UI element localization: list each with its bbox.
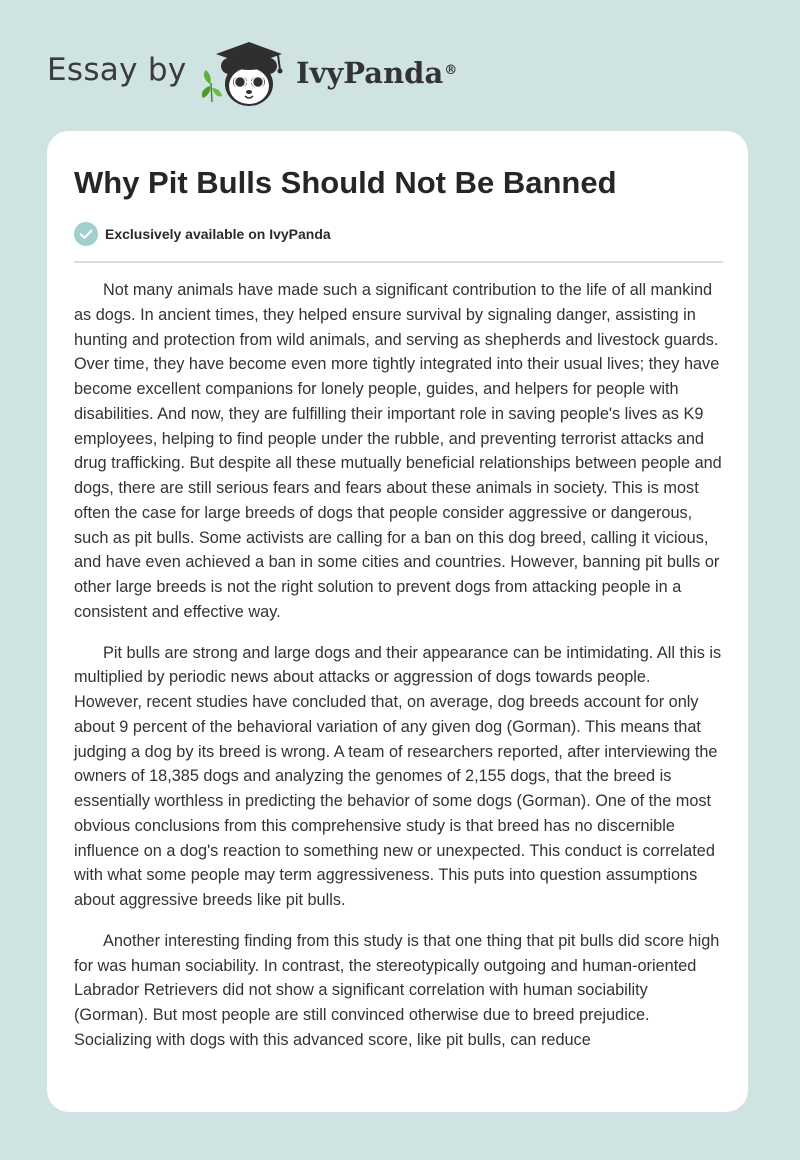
essay-by-label: Essay by: [47, 52, 187, 88]
trademark-symbol: ®: [444, 63, 458, 78]
essay-card: [47, 131, 748, 1112]
essay-title: Why Pit Bulls Should Not Be Banned: [74, 165, 617, 200]
paragraph: Another interesting finding from this study is that one thing that pit bulls did score high for was human sociability. In contrast, the stereotypically outgoing and human-oriented Labrador Retrievers did not show a significant correlation with human sociability (Gorman). But most people are still convinced otherwise due to breed prejudice. Socializing with dogs with this advanced score, like pit bulls, can reduce: [74, 931, 720, 1049]
paragraph: Pit bulls are strong and large dogs and their appearance can be intimidating. All this is multiplied by periodic news about attacks or aggression of dogs towards people. However, recent studies have concluded that, on average, dog breeds account for only about 9 percent of the behavioral variation of any given dog (Gorman). This means that judging a dog by its breed is wrong. A team of researchers reported, after interviewing the owners of 18,385 dogs and analyzing the genomes of 2,155 dogs, that the breed is essentially worthless in predicting the behavior of some dogs (Gorman). One of the most obvious conclusions from this comprehensive study is that breed has no discernible influence on a dog's reaction to something new or unexpected. This conduct is correlated with what some people may term aggressiveness. This puts into question assumptions about aggressive breeds like pit bulls.: [74, 643, 722, 909]
essay-body: [74, 278, 722, 1069]
brand-name[interactable]: [296, 53, 457, 93]
brand-label: IvyPanda: [296, 56, 444, 90]
bamboo-leaves-icon: [202, 70, 222, 102]
panda-logo-icon[interactable]: [200, 36, 292, 110]
paragraph: Not many animals have made such a significant contribution to the life of all mankind as dogs. In ancient times, they helped ensure survival by signaling danger, assisting in hunting and protection from wild animals, and serving as shepherds and livestock guards. Over time, they have become even more tightly integrated into their usual lives; they have become excellent companions for lonely people, guides, and helpers for people with disabilities. And now, they are fulfilling their important role in saving people's lives as K9 employees, helping to find people under the rubble, and preventing terrorist attacks and drug trafficking. But despite all these mutually beneficial relationships between people and dogs, there are still serious fears and fears about these animals in society. This is most often the case for large breeds of dogs that people consider aggressive or dangerous, such as pit bulls. Some activists are calling for a ban on this dog breed, calling it vicious, and have even achieved a ban in some cities and countries. However, banning pit bulls or other large breeds is not the right solution to prevent dogs from attacking people in a consistent and effective way.: [74, 281, 722, 621]
site-header: [0, 0, 800, 120]
exclusive-badge: [74, 222, 331, 246]
title-divider: [74, 261, 723, 263]
check-circle-icon: [74, 222, 98, 246]
exclusive-badge-label: Exclusively available on IvyPanda: [105, 226, 331, 242]
